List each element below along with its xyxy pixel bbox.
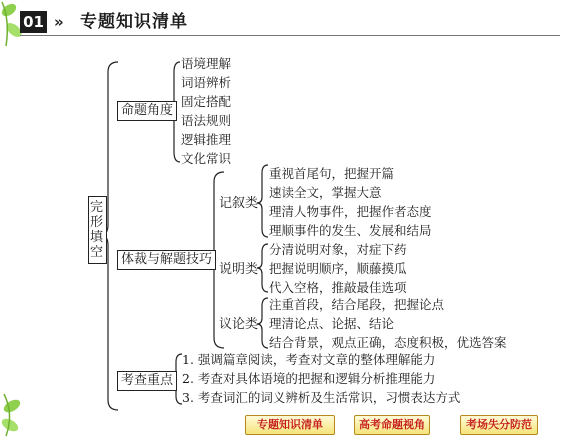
narrative-item: 理清人物事件，把握作者态度 <box>269 204 432 219</box>
tab-knowledge-list[interactable]: 专题知识清单 <box>245 415 335 435</box>
argumentative-item: 结合背景，观点正确，态度积极，优选答案 <box>269 335 507 350</box>
mingti-item: 语法规则 <box>181 113 232 128</box>
mingti-item: 文化常识 <box>181 151 232 166</box>
kaocha-item: 1. 强调篇章阅读，考查对文章的整体理解能力 <box>182 352 436 367</box>
mingti-item: 逻辑推理 <box>181 132 232 147</box>
section-separator: » <box>54 13 64 31</box>
branch-kaocha: 考查重点 <box>117 371 177 391</box>
narrative-item: 理顺事件的发生、发展和结局 <box>269 223 432 238</box>
narrative-item: 重视首尾句，把握开篇 <box>269 166 395 181</box>
argumentative-item: 理清论点、论据、结论 <box>269 316 395 331</box>
expository-item: 把握说明顺序，顺藤摸瓜 <box>269 261 407 276</box>
tab-exam-perspective[interactable]: 高考命题视角 <box>354 415 430 435</box>
argumentative-item: 注重首段，结合尾段，把握论点 <box>269 297 445 312</box>
tab-error-prevention[interactable]: 考场失分防范 <box>460 415 538 435</box>
root-label: 完形填空 <box>90 200 104 260</box>
mingti-item: 语境理解 <box>181 56 232 71</box>
section-title: 专题知识清单 <box>80 12 188 32</box>
group-expository-label: 说明类 <box>219 262 259 277</box>
branch-mingti: 命题角度 <box>117 101 177 121</box>
argumentative-brace <box>257 298 268 348</box>
root-node <box>88 196 107 264</box>
kaocha-item: 2. 考查对具体语境的把握和逻辑分析推理能力 <box>182 371 436 386</box>
expository-item: 代入空格，推敲最佳选项 <box>269 280 407 295</box>
group-argumentative-label: 议论类 <box>219 317 259 332</box>
expository-brace <box>257 244 268 292</box>
narrative-item: 速读全文，掌握大意 <box>269 185 382 200</box>
group-narrative-label: 记叙类 <box>219 196 259 211</box>
mingti-item: 固定搭配 <box>181 94 232 109</box>
mingti-item: 词语辨析 <box>181 75 232 90</box>
section-number-badge: 01 <box>20 11 47 33</box>
branch-ticai: 体裁与解题技巧 <box>117 250 216 270</box>
expository-item: 分清说明对象，对症下药 <box>269 242 407 257</box>
kaocha-item: 3. 考查词汇的词义辨析及生活常识，习惯表达方式 <box>182 390 461 405</box>
narrative-brace <box>257 165 268 237</box>
